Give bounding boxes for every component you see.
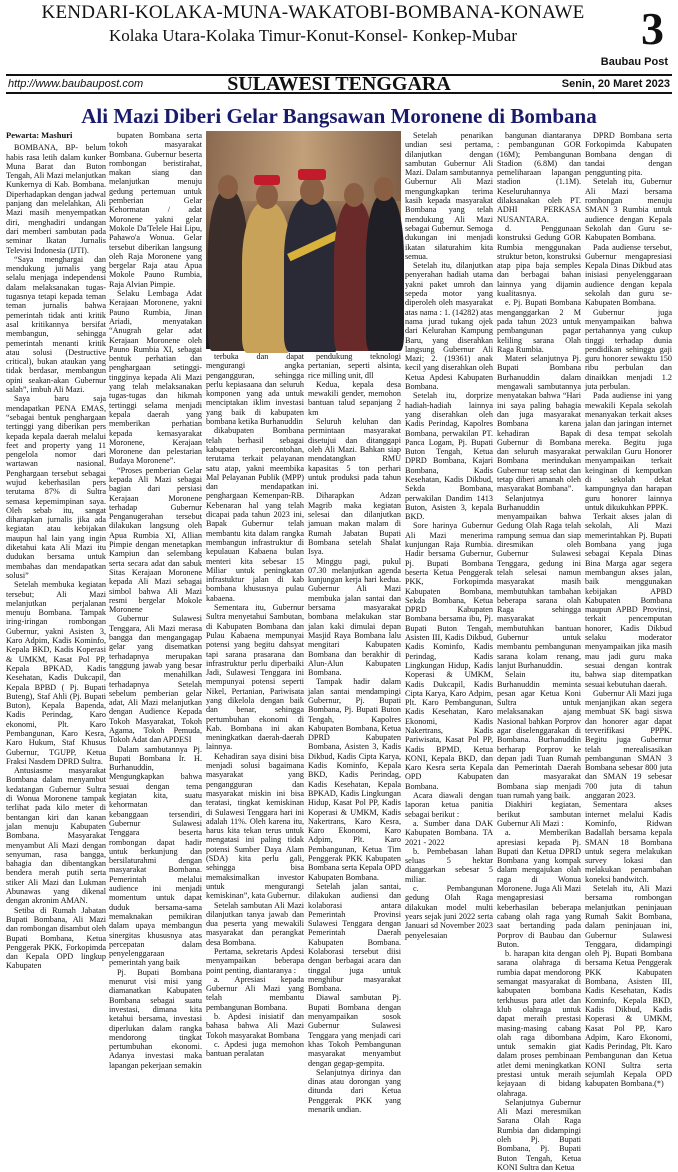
paragraph: Pj. Bupati Bombana menurut visi misi yang diamanatkan Kabupaten Bombana sebagai suatu investasi, dimana kita ketahui bersama, investasi diperlukan dalam rangka mendorong tingkat pertumbuhan ekonomi. Adanya investasi maka lapangan pekerjaan semakin bbox=[109, 967, 202, 1070]
paragraph: Tampak hadir dalam jalan santai mendampingi Gubernur, Pj. Bupati Bombana, Pj. Bupati Buton Tengah, Kapolres Kabupaten Bombana, Ketua DPRD Kabupaten Bombana, Asisten 3, Kadis Dikbud, Kadis Cipta Karya, Kadis Kominfo, Kepala BKD, Kadis Perindag, Kadis Kesehatan, Kepala BPKAD, Kadis Lingkungan Hidup, Kasat Pol PP, Kadis Koperasi & UMKM, Kadis Nakertrans, Karo Kesra, Karo Ekonomi, Karo Adpim, Plt. Karo Pembangunan, Ketua Tim Penggerak PKK Kabupaten Bombana serta Kepala OPD Kabupaten Bombana. bbox=[308, 677, 401, 882]
paragraph: c. Apdesi juga memohon bantuan peralatan bbox=[206, 1039, 304, 1059]
info-bar bbox=[6, 74, 672, 94]
paragraph: Selanjutnya dirinya dan dinas atau dorongan yang ditunda dari Ketua Penggerak PKK yang menarik undian. bbox=[308, 1067, 401, 1115]
paragraph: Sore harinya Gubernur Ali Mazi menerima kunjungan Raja Rumbia. Hadir bersama Gubernur, Pj. Bupati Bombana beserta Ketua Penggerak PKK, Forkopimda Kabupaten Bombana, Sekda Bombana, Ketua DPRD Kabupaten Bombana bersama ibu, Pj. Bupati Buton Tengah, Asisten III, Kadis Dikbud, Kadis Kominfo, Kadis Perindag, Kadis Lingkungan Hidup, Kadis Koperasi & UMKM, Kadis Dukcapil, Kadis Cipta Karya, Karo Adpim, Plt. Karo Pembangunan, Kadis Kesehatan, Karo Ekonomi, Kadis Nakertrans, Kadis Pariwisata, Kasat Pol PP, Kadis BPMD, Ketua KONI, Kepala BKD, dan Karo Kesra serta Kepala OPD Kabupaten Bombana. bbox=[405, 521, 493, 791]
paragraph: Setelah itu, Gubernur Ali Mazi bersama rombongan menuju SMAN 3 Rumbia untuk audience dengan Kepala Sekolah dan Guru se-Kabupaten Bombana. bbox=[585, 177, 672, 243]
paragraph: Materi selanjutnya Pj. Bupati Bombana Burhanuddin dalam mengawali sambutannya menyatakan bahwa “Hari ini saya paling bahagia dan juga masyarakat Bombana karena kehadiran Bapak Gubernur di Bombana dan seluruh masyarakat Bombana merindukan Gubernur tetap sehat dan tetap diberi amanah oleh masyarakat Bombana”. bbox=[497, 354, 581, 494]
paragraph: Minggu pagi, pukul 07.30 melanjutkan agenda kunjungan kerja hari kedua. Gubernur Ali Mazi membuka jalan santai dan bersama masyarakat bombana melakukan star jalan kaki dimulai depan Masjid Raya Bombana lalu mengitari Kabupaten Bombana dan berakhir di Alun-Alun Kabupaten Bombana. bbox=[308, 556, 401, 678]
paragraph: Setelah penarikan undian sesi pertama, dilanjutkan dengan sambutan Gubernur Ali Mazi. Dalam sambutannya Gubernur Ali Mazi mengungkapkan terima kasih kepada masyarakat Bombana yang telah mendukung Ali Mazi sebagai Gubernur. Semoga dukungan ini menjadi ikatan silaturahim kita semua. bbox=[405, 131, 493, 261]
article-headline: Ali Mazi Diberi Gelar Bangsawan Moronene di Bombana bbox=[81, 104, 597, 128]
paragraph: a. Sumber dana DAK Kabupaten Bombana. TA 2021 - 2022 bbox=[405, 818, 493, 847]
page-number: 3 bbox=[641, 3, 664, 54]
paragraph: BOMBANA, BP- belum habis rasa letih dalam kunker Muna Barat dan Buton Tengah, Ali Mazi melanjutkan Kunkernya di Kab. Bombana. Diperhadapkan dengan jadwal panjang dan melelahkan, Ali Mazi masih menyempatkan diri, menghadiri undangan dari memberi sambutan pada seminar Ikatan Jurnalis Televisi Indonesia (IJTI). bbox=[6, 143, 106, 255]
masthead-regions-line1: KENDARI-KOLAKA-MUNA-WAKATOBI-BOMBANA-KONAWE bbox=[41, 2, 585, 23]
paragraph: pendukung teknologi pertanian, seperti alsinta, rice milling unit, dll bbox=[308, 352, 401, 380]
article-column-5 bbox=[405, 131, 493, 1019]
paragraph: b. harapan kita dengan sarana olahraga di rumbia dapat mendorong semangat masyarakat di kabupaten bombana terkhusus para atlet dan klub olahraga untuk dapat meraih prestasi masing-masing cabang olah raga dibombana untuk semakin giat dalam proses pembinaan atlet demi meningkatkan prestasi untuk meraih kejayaan di bidang olahraga. bbox=[497, 949, 581, 1098]
paragraph: Selanjutnya Burhanuddin menyampaikan bahwa Gedung Olah Raga telah rampung semua dan siap diresmikan oleh Gubernur Sulawesi Tenggara, gedung ini telah selesai namun masyarakat masih membutuhkan tambahan beberapa sarana olah Raga sehingga masyarakat membutuhkan bantuan Gubernur untuk membantu pembangunan sarana kolam renang, lanjut Burhanuddin. bbox=[497, 493, 581, 670]
paragraph: DPRD Bombana serta Forkopimda Kabupaten Bombana dengan di tandai dengan penggunting pita. bbox=[585, 131, 672, 178]
paragraph: bangunan diantaranya : pembangunan GOR (16M); Pembangunan Stadion (6.8M) dan pemeliharaan lapangan stadion (1.1M). Keseluruhannya dilaksanakan oleh PT. ADHI PERKASA NUSANTARA. bbox=[497, 131, 581, 224]
col7-body bbox=[585, 131, 672, 1089]
paragraph: Pada audiense tersebut, Gubernur mengapresiasi Kepala Dinas Dikbud atas inisiasi penyelenggaraan audience dengan kepala sekolah dan guru se-Kabupaten Bombana. bbox=[585, 242, 672, 308]
paragraph: Selanjutnya Gubernur Ali Mazi meresmikan Sarana Olah Raga Rumbia dan didampingi oleh Pj. Bupati Bombana, Pj. Bupati Buton Tengah, Ketua KONI Sultra dan Ketua bbox=[497, 1097, 581, 1172]
issue-date: Senin, 20 Maret 2023 bbox=[561, 78, 670, 90]
paragraph: terbuka dan dapat mengurangi angka pengangguran, sehingga perlu kepiasaana dan seluruh komponen yang ada untuk menciptakan iklim investasi yang baik di kabupaten bombana ketika Burhanuddin bbox=[206, 352, 304, 427]
paragraph: Diawal sambutan Pj. Bupati Bombana dengan menyampaikan sosok Gubernur Sulawesi Tenggara yang menjadi cari khas Tokoh Pembangunan masyarakat menyambut dengan gegap-gempita. bbox=[308, 993, 401, 1068]
article-column-1 bbox=[6, 131, 106, 1019]
col6-body bbox=[497, 131, 581, 1172]
paragraph: “Proses pemberian Gelar kepada Ali Mazi sebagai bagian dari persiasi Kerajaan Moronene terhadap Gubernur Penganugerahan tersebut dilakukan langsung oleh Apua Rumbia XI, Allian Pimpie dengan menetapkan Kampiun dan selembang serta secara adat dan sabuk Sitas Kerajaan Moronene kepada Ali Mazi sebagai simbol bahwa Ali Mazi resmi bergelar Mokole Moronene bbox=[109, 465, 202, 615]
paragraph: b. Pembebasan lahan seluas 5 hektar dianggarkan sebesar 5 miliar. bbox=[405, 846, 493, 884]
paragraph: Sementara akses internet melalui Kadis Kominfo, Ridwan Badallah bersama kepala SMAN 18 Bombana untuk segera melakukan survey lokasi dan melakukan penambahan koneksi bandwitch. bbox=[585, 800, 672, 884]
paragraph: Dalam sambutannya Pj. Bupati Bombana Ir. H. Burhanuddin, Mengungkapkan bahwa sesuai dengan tema kegiatan kita, suatu kehormatan dan kebanggaan tersendiri, Gubernur Sulawesi Tenggara beserta rombongan dapat hadir untuk berkunjung dan bersilaturahmi dengan masyarakat Bombana. Pemerintah melalui audience ini menjadi momentum untuk dapat duduk bersama-sama memaknakan pemikiran dalam upaya membangun sinergitas khususnya atas percepatan dalam penyelenggaraan pemerintah yang baik bbox=[109, 744, 202, 968]
article-column-7 bbox=[585, 131, 672, 1089]
paragraph: Acara diawali dengan laporan ketua panitia sebagai berikut : bbox=[405, 791, 493, 819]
paragraph: Pertama, sekretaris Apdesi menyampaikan beberapa point penting, diantaranya : bbox=[206, 947, 304, 975]
paragraph: bupaten Bombana serta tokoh masyarakat Bombana. Gubernur beserta rombongan beristirahat, makan siang dan melanjutkan menuju gedung pertemuan untuk pemberian Gelar Kehormatan / adat Moronene yakni gelar Mokole Da'Telele Hai Lipu, Pahawo'a Wonua. Gelar tersebut diberikan langsung oleh Raja Moronene yang bergelar Raja atau Apua Mokole Pauno Rumbia, Raja Alvian Pimpie. bbox=[109, 131, 202, 289]
paragraph: a. Apresiasi kepada Gubernur Ali Mazi yang telah membantu pembangunan Bombana. bbox=[206, 974, 304, 1012]
paragraph: b. Apdesi inisiatif dan bahasa bahwa Ali Mazi Tokoh masyarakat Bombana bbox=[206, 1012, 304, 1040]
paragraph: Antusiasme masyarakat Bombana dalam menyambut kedatangan Gubernur Sultra di Wonua Moronene tampak terlihat pada kilo meter di bentangan kiri dan kanan jalan menuju Kabupaten Bombana. Masyarakat menyambut Ali Mazi dengan senyuman, rasa bangga, bahagia dan dibentangkan bendera merah putih serta stiker Ali Mazi dan Lukman Abunawas yang dikenal dengan akronim AMAN. bbox=[6, 766, 106, 906]
col2-body bbox=[109, 131, 202, 1070]
article-column-6 bbox=[497, 131, 581, 1172]
article-column-4 bbox=[308, 352, 401, 1115]
section-title: SULAWESI TENGGARA bbox=[227, 73, 451, 95]
paragraph: Setiba di Rumah Jabatan Bupati Bombana, Ali Mazi dan rombongan disambut oleh Bupati Bombana, Ketua Penggerak PKK, Forkopimda dan Kepala OPD lingkup Kabupaten bbox=[6, 905, 106, 971]
paragraph: Setelah itu, dorprize hadiah-hadiah lainnya yang diserahkan oleh Kadis Perindag, Kapolres Bombana, perwakilan PT. Panca Logam, Pj. Bupati Buton Tengah, Ketua DPRD Bombana, Kajari Bombana, Kadis Kesehatan, Kadis Dikbud, Sekda Bombana, perwakilan Dandim 1413 Buton, Asisten 3, kepala BKD. bbox=[405, 391, 493, 522]
byline: Pewarta: Mashuri bbox=[6, 130, 73, 140]
paragraph: Setelah membuka kegiatan tersebut; Ali Mazi melanjutkan perjalanan menuju Bombana. Tampak iring-iringan rombongan Gubernur, yakni Asisten 3, Karo Adpim, Kadis Kominfo, Kepala BKD, Kadis Koperasi & UMKM, Kasat Pol PP, Kepala BPKAD, Kadis Kesehatan, Kadis Dukcapil, Kepala BPBD ( Pj. Bupati Buteng), Staf Ahli (Pj. Bupati Buton), Kepala Bapenda, Kadis Perindag, Karo ekonomi, Plt. Karo Pembangunan, Karo Kesra, Karo Hukum, Staf Khusus Gubernur, TGUPP, Ketua Fraksi Nasdem DPRD Sultra. bbox=[6, 580, 106, 766]
paragraph: Setelah jalan santai, dilakukan audiensi dan kolaborasi antara Pemerintah Provinsi Sulawesi Tenggara dengan Pemerintah Daerah Kabupaten Bombana. Kolaborasi tersebut diisi dengan berbagai acara dan tinggal juga untuk menghibur masyarakat Bombana. bbox=[308, 881, 401, 994]
paragraph: Gubernur juga menyampaikan bahwa pertahannya yang cukup tinggi terhadap dunia pendidikan sehingga gaji guru honorer sewaktu 150 ribu perbulan dan dinaikkan menjadi 1.2 juta perbulan. bbox=[585, 307, 672, 392]
paragraph: dikabupaten Bombana telah berhasil sebagai kabupaten percontohan, terutama terkait pelayanan satu atap, yakni meembika Mal Pelayanan Publik (MPP) dan mendapatkan penghargaan Kemenpan-RB. Kebenaran hal yang telah dicapai pada tahun 2023 ini, Bapak Gubernur telah membantu kita dalam rangka membangun infrastruktur di kepulauan Kabaena bulan menteri kita sebesar 15 Miliar untuk peningkatan infrastuktur jalan di kab bombana khususnya pulau kabaena. bbox=[206, 426, 304, 603]
paragraph: Setelah itu, Ali Mazi bersama rombongan melanjutkan peninjauan Rumah Sakit Bombana, dalam peninjauan ini, Gubernur Sulawesi Tenggara, didampingi oleh Pj. Bupati Bombana bersama Ketua Penggerak PKK Kabupaten Bombana, Asisten III, Kadis Kesehatan, Kadis Kominfo, Kepala BKD, Kadis Dikbud, Kadis Koperasi & UMKM, Kasat Pol PP, Karo Adpim, Karo Ekonomi, Kadis Perindag, Plt. Karo Pembangunan dan Ketua KONI Sultra serta sejumlah Kepala OPD kabupaten Bombana.(*) bbox=[585, 884, 672, 1089]
paragraph: d. Penggunaan konstruksi Gedung GOR Rumbia menggunakan struktur beton, konstruksi atap pipa baja semples dan berbagai bahan lainnya yang dijamin kualitasnya. bbox=[497, 223, 581, 299]
paragraph: Setelah sambutan Ali Mazi dilanjutkan tanya jawab dan dua peserta yang mewakili masyarakat dan perangkat desa Bombana. bbox=[206, 900, 304, 947]
publication-name: Baubau Post bbox=[600, 56, 668, 68]
paragraph: Terkait akses jalan di sekolah, Ali Mazi memerintahkan Pj. Bupati Bombana yang juga sebagai Kepala Dinas Bina Marga agar segera membangun akses jalan, baik menggunakan kebijakan APBD Kabupaten Bombana maupun APBD Provinsi, terkait pencemputan honorer, Kadis Dikbud selaku moderator menyampaikan jika masih mau jadi guru maka sesuai dengan kontrak bahwa siap ditempatkan sesuai kebutuhan daerah. bbox=[585, 512, 672, 689]
article-photo bbox=[206, 131, 401, 349]
paragraph: Saya baru saja mendapatkan PENA EMAS, “sebagai bentuk penghargaan tertinggi yang diberikan pers kepada kepala daerah melalui feet and property yang 11 pengelola nomor dari wartawan nasional. Penghargaan tersebut sebagai wujud keberhasilan pers terutama 87% di Sultra semasa kepemimpinan saya. Oleh sebab itu, sangat diharapkan jurnalis jika ada kegiatan atau kebijakan maupun hal lain yang ingin diketahui kata Ali Mazi itu dudukan bersama untuk membahas dan mendapatkan solusi” bbox=[6, 394, 106, 580]
paragraph: Selaku Lembaga Adat Kerajaan Moronene, yakni Pauno Rumbia, Jinan Ariadi, menyatakan “Anugrah gelar adat Kerajaan Moronene oleh Pauno Rumbia XI, sebagai bentuk perhatian dan penghargaan setinggi-tingginya kepada Ali Mazi yang telah melaksanakan tugas-tugas dan hikmah tertinggi selama menjadi kepala daerah yang memberikan perhatian kepada kemasyarakat Moronene, Kerajaan Moronene dan pelestarian Budaya Moronene”. bbox=[109, 289, 202, 466]
paragraph: Setelah itu, dilanjutkan penyerahan hadiah utama yakni paket umroh dan sepeda motor yang diperoleh oleh masyarakat atas nama : 1. (14282) atas nama jurad tukang ojek dari Kelurahan Kampung Baru, yang diserahkan langsung Gubernur Ali Mazi; 2. (19361) anak kecil yang diserahkan oleh Ketua Apdesi Kabupaten Bombana. bbox=[405, 261, 493, 392]
paragraph: Seluruh keluhan dan permintaan masyarakat disetujui dan ditanggapi oleh Ali Mazi. Bahkan siap mendatangkan RMU kapasitas 5 ton perhari untuk produksi pada tahun ini. bbox=[308, 417, 401, 492]
col4-body bbox=[308, 352, 401, 1114]
col1-body bbox=[6, 143, 106, 970]
paragraph: e. Pj. Bupati Bombana menganggarkan 2 M pada tahun 2023 untuk pembangunan pagar keliling sarana Olah Raga Rumbia. bbox=[497, 298, 581, 354]
paragraph: Diharapkan Adzan Magrib maka kegiatan selesai dan dilanjutkan jamuan makan malam di Rumah Jabatan Bupati Bombana setelah Shalat Isya. bbox=[308, 491, 401, 557]
paragraph: Gubernur Sulawesi Tenggara, Ali Mazi merasa bangga dan mengangagap gelar yang disematkan terhadapnya merupakan tanggung jawab yang besar dan menahilkan terhadapnya Setelah sebelum pemberian gelar adat, Ali Mazi melanjutkan dengan Audience Kepada Tokoh Masyarakat, Tokoh Agama, Tokoh Pemuda, Tokoh Adat dan APDESI bbox=[109, 614, 202, 745]
paragraph: Kehadiran saya disini bisa menjadi solusi bagaimana masyarakat yang pengangguran dan masyarakat miskin ini bisa teratasi, tingkat kemiskinan di Sulawesi Tenggara hari ini adalah 11%. Oleh karena itu, harus kita tekan terus untuk mengatasi ini paling tidak potensi Sumber Daya Alam (SDA) kita perlu gali, sehingga bisa memaksimalkan investor untuk mengurangi kemiskinan”, kata Gubernur. bbox=[206, 751, 304, 901]
article-column-3 bbox=[206, 352, 304, 1059]
paragraph: Kedua, kepala desa mewakili gender, memohon bantuan talud sepanjang 2 km bbox=[308, 379, 401, 417]
paragraph: Sementara itu, Gubernur Sultra menyetahui Sambutan, di Kabupaten Bombana dan Pulau Kabaena mempunyai potensi yang begitu dahsyat tapi sarana prasarana dan infrastruktur perlu diperbaiki Jadi, Sulawesi Tenggara ini mempunyai potensi seperti Nikel, Pertanian, Pariwisata yang dikelola dengan baik dan benar, sehingga pertumbuhan ekonomi di Kab. Bombana ini akan meningkatkan daerah-daerah lainnya. bbox=[206, 603, 304, 752]
article-column-2 bbox=[109, 131, 202, 1070]
paragraph: Pada audiense ini yang mewakili Kepala sekolah menanyakan terkait akses jalan dan jaringan internet di desa tempat sekolah mereka. Begitu juga perwakilan Guru Honorer menyampaikan terkait keinginan di kemputkan di sekolah dekat kampungnya dan harapan guru honorer lainnya untuk dikukuhkan PPPK. bbox=[585, 391, 672, 512]
website-url[interactable]: http://www.baubaupost.com bbox=[8, 78, 144, 90]
masthead-regions-line2: Kolaka Utara-Kolaka Timur-Konut-Konsel- Konkep-Mubar bbox=[108, 26, 518, 45]
paragraph: Gubernur Ali Mazi juga menjanjikan akan segera membuat SK bagi siswa dan honorer agar dapat terverifikasi PPPK. Begitu juga Gubernur telah merealisasikan pembangunan SMAN 3 Bombana sebesar 800 juta dan SMAN 19 sebesar 700 juta di tahun anggaran 2023. bbox=[585, 688, 672, 801]
col5-body bbox=[405, 131, 493, 940]
paragraph: “Saya menghargai dan mendukung jurnalis yang selalu menjaga independensi dalam melaksanakan tugas-tugasnya tetapi kepada teman teman jurnalis bahwa pemerintah tidak anti kritik asal kritikannya bersifat membangun, sehingga pemerintah menanti kritik atau solusi (Destructive critical), bukan ataukan yang tidak berdasar, membangun opini seakan-akan Gubernur salah”, imbuh Ali Mazi. bbox=[6, 254, 106, 395]
paragraph: c. Pembangunan gedung Olah Raga dilakukan model multi years sejak juni 2022 serta Januari sd November 2023 penyelesaian bbox=[405, 884, 493, 940]
paragraph: Selain itu, Burhanuddin meminta pesan agar Ketua Koni Sultra untuk melaksanakan ajang Nasional bahkan Porprov agar diselenggarakan di Bombana. Burhanuddin berharap Porprov ke depan jadi Tuan Rumah dan Pemerintah Daerah dan masyarakat Bombana siap menjadi tuan rumah yang baik. bbox=[497, 670, 581, 801]
paragraph: a. Memberikan apresiasi kepada Pj. Bupati dan Ketua DPRD Bombana yang kompak dalam mengajukan olah raga di Wonua Moronene. Juga Ali Mazi mengapresiasi keberhasilan beberapa cabang olah raga yang saat bertanding pada Porprov di Baubau dan Buton. bbox=[497, 828, 581, 949]
paragraph: Diakhiri kegiatan, berikut sambutan Gubernur Ali Mazi : bbox=[497, 800, 581, 828]
col3-body bbox=[206, 352, 304, 1059]
